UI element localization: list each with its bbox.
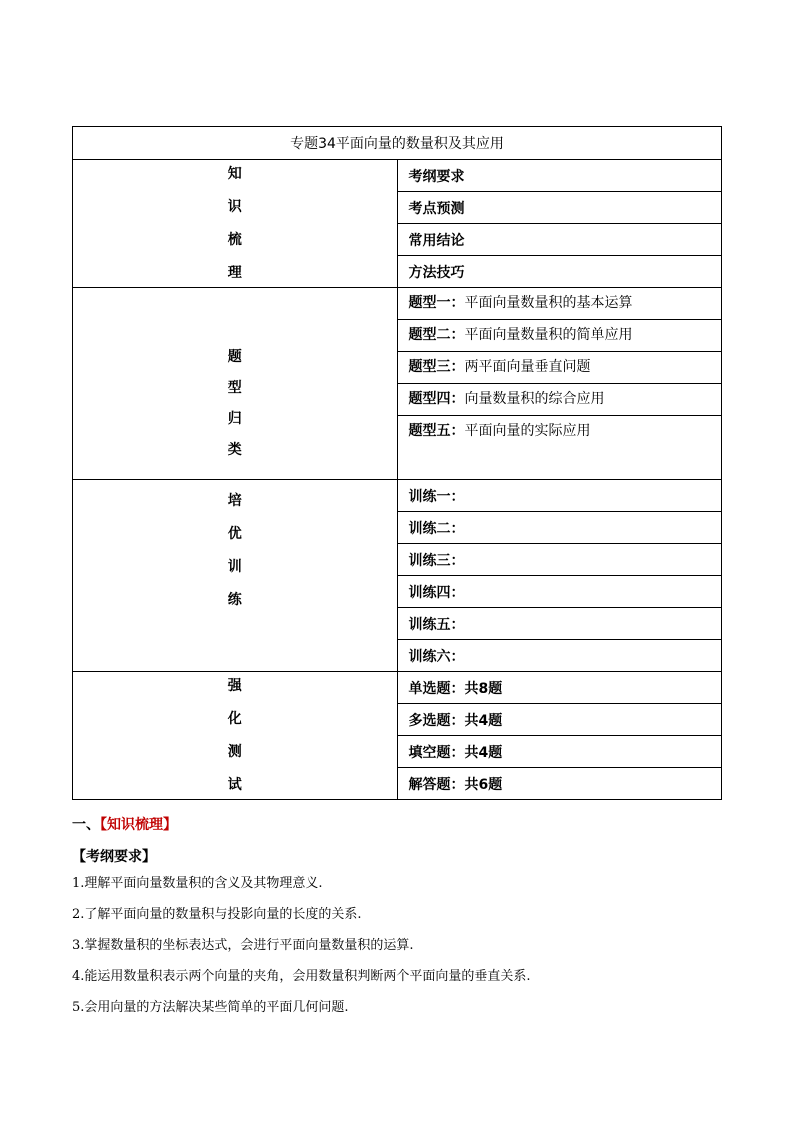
type-prefix: 题型三： <box>408 359 465 375</box>
category-char: 训 <box>227 559 242 575</box>
contents-table <box>72 126 722 800</box>
test-item[interactable]: 解答题：共6题 <box>397 768 722 800</box>
document-title: 专题34平面向量的数量积及其应用 <box>73 127 722 160</box>
category-char: 强 <box>227 678 242 694</box>
category-char: 试 <box>227 777 242 793</box>
training-item[interactable]: 训练三： <box>397 544 722 576</box>
training-item[interactable]: 训练一： <box>397 480 722 512</box>
category-char: 题 <box>227 349 242 365</box>
requirement-line: 5.会用向量的方法解决某些简单的平面几何问题. <box>72 1000 349 1015</box>
requirement-line: 2.了解平面向量的数量积与投影向量的长度的关系. <box>72 907 362 922</box>
training-item[interactable]: 训练六： <box>397 640 722 672</box>
test-item[interactable]: 单选题：共8题 <box>397 672 722 704</box>
category-char: 培 <box>227 493 242 509</box>
type-text: 两平面向量垂直问题 <box>464 359 591 375</box>
type-item[interactable] <box>397 384 722 416</box>
category-char: 化 <box>227 711 242 727</box>
type-prefix: 题型二： <box>408 327 465 343</box>
category-char: 优 <box>227 526 242 542</box>
test-item[interactable]: 多选题：共4题 <box>397 704 722 736</box>
category-char: 测 <box>227 744 242 760</box>
category-char: 理 <box>227 265 242 281</box>
category-char: 类 <box>227 442 242 458</box>
category-types <box>73 288 398 480</box>
type-item[interactable] <box>397 352 722 384</box>
requirement-line: 1.理解平面向量数量积的含义及其物理意义. <box>72 876 323 891</box>
type-item[interactable] <box>397 320 722 352</box>
type-text: 平面向量数量积的简单应用 <box>464 327 633 343</box>
category-tests <box>73 672 398 800</box>
knowledge-item[interactable]: 方法技巧 <box>397 256 722 288</box>
test-item[interactable]: 填空题：共4题 <box>397 736 722 768</box>
section-heading <box>72 814 177 834</box>
training-item[interactable]: 训练四： <box>397 576 722 608</box>
category-char: 练 <box>227 592 242 608</box>
category-char: 型 <box>227 380 242 396</box>
type-prefix: 题型五： <box>408 423 465 439</box>
training-item[interactable]: 训练五： <box>397 608 722 640</box>
category-char: 知 <box>227 166 242 182</box>
requirement-line: 4.能运用数量积表示两个向量的夹角，会用数量积判断两个平面向量的垂直关系. <box>72 969 531 984</box>
training-item[interactable]: 训练二： <box>397 512 722 544</box>
category-char: 识 <box>227 199 242 215</box>
type-text: 平面向量的实际应用 <box>464 423 591 439</box>
category-char: 归 <box>227 411 242 427</box>
type-item[interactable] <box>397 416 722 480</box>
type-prefix: 题型四： <box>408 391 465 407</box>
category-training <box>73 480 398 672</box>
section-prefix: 一、 <box>72 817 100 833</box>
knowledge-item[interactable]: 常用结论 <box>397 224 722 256</box>
category-char: 梳 <box>227 232 242 248</box>
knowledge-item[interactable]: 考纲要求 <box>397 160 722 192</box>
subsection-heading: 【考纲要求】 <box>72 849 156 865</box>
section-title: 【知识梳理】 <box>100 817 177 833</box>
type-item[interactable] <box>397 288 722 320</box>
type-text: 平面向量数量积的基本运算 <box>464 295 633 311</box>
type-prefix: 题型一： <box>408 295 465 311</box>
requirement-line: 3.掌握数量积的坐标表达式，会进行平面向量数量积的运算. <box>72 938 414 953</box>
type-text: 向量数量积的综合应用 <box>464 391 605 407</box>
category-knowledge <box>73 160 398 288</box>
knowledge-item[interactable]: 考点预测 <box>397 192 722 224</box>
